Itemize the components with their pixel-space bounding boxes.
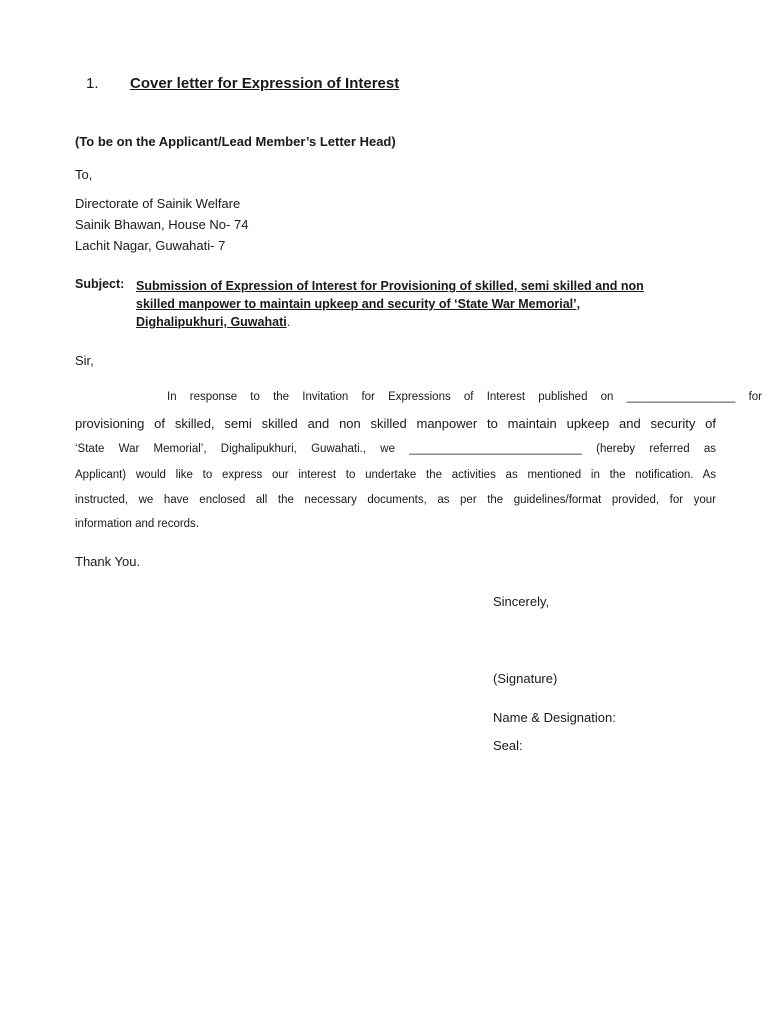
body-line-6: information and records.: [75, 518, 200, 530]
body-line-1: In response to the Invitation for Expressions of Interest published on _________________ for: [167, 391, 762, 403]
seal-label: Seal:: [493, 738, 523, 753]
heading-title: Cover letter for Expression of Interest: [130, 75, 400, 92]
thank-you: Thank You.: [75, 554, 141, 569]
subject-line-1: Submission of Expression of Interest for Provisioning of skilled, semi skilled and non: [136, 279, 644, 293]
subject-colon: :: [120, 277, 125, 291]
body-line-5: instructed, we have enclosed all the necessary documents, as per the guidelines/format provided, for your: [75, 494, 716, 506]
subject-line-2: skilled manpower to maintain upkeep and security of ‘State War Memorial’,: [136, 297, 581, 311]
name-designation-label: Name & Designation:: [493, 710, 616, 725]
recipient-address: [75, 193, 248, 256]
salutation: Sir,: [75, 353, 94, 368]
letterhead-note: (To be on the Applicant/Lead Member’s Letter Head): [75, 134, 396, 149]
subject-text: [136, 277, 644, 331]
heading-number: 1.: [86, 75, 99, 92]
body-line-2: provisioning of skilled, semi skilled and non skilled manpower to maintain upkeep and security of: [75, 416, 716, 431]
sincerely: Sincerely,: [493, 594, 550, 609]
subject-end: .: [286, 315, 291, 329]
subject-label-text: Subject: [75, 277, 121, 291]
subject-line-3: Dighalipukhuri, Guwahati: [136, 315, 287, 329]
body-line-4: Applicant) would like to express our interest to undertake the activities as mentioned in the notification. As: [75, 469, 716, 481]
subject-label: [75, 277, 124, 291]
body-line-3: ‘State War Memorial’, Dighalipukhuri, Guwahati., we ___________________________ (hereby referred as: [75, 443, 716, 455]
address-line-1: Directorate of Sainik Welfare: [75, 196, 241, 211]
address-line-2: Sainik Bhawan, House No- 74: [75, 217, 249, 232]
to-line: To,: [75, 167, 93, 182]
address-line-3: Lachit Nagar, Guwahati- 7: [75, 238, 226, 253]
signature-label: (Signature): [493, 671, 558, 686]
